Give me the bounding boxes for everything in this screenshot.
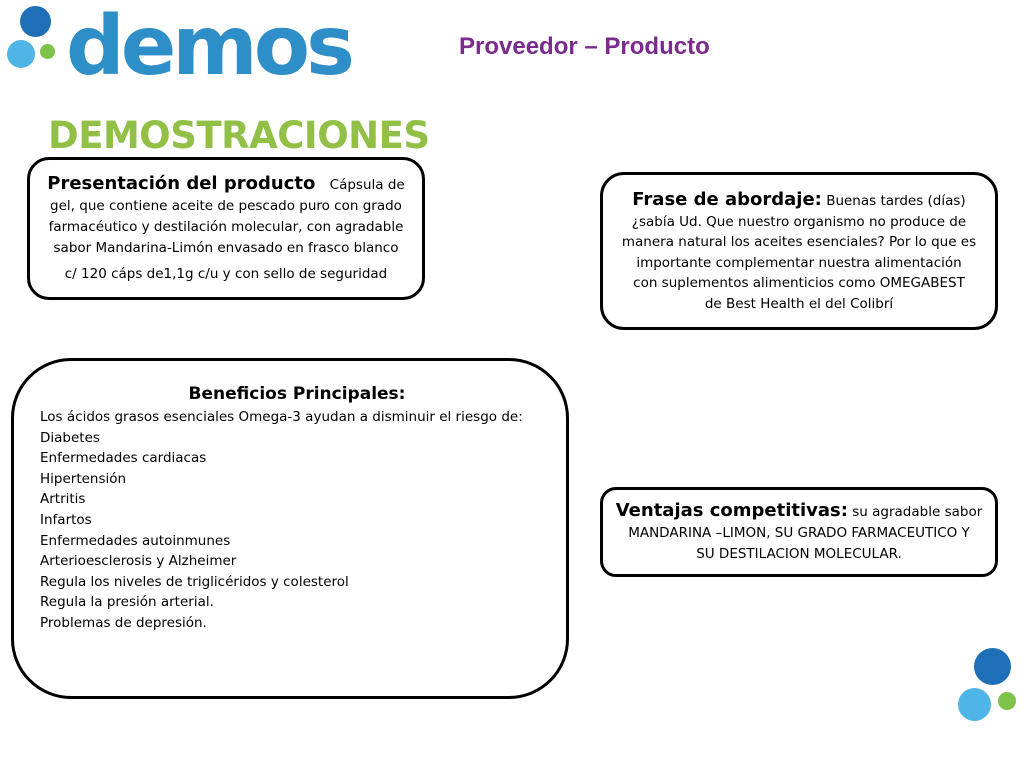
benefits-list-item: Infartos bbox=[40, 511, 92, 528]
decor-dot-dark-blue bbox=[974, 648, 1011, 685]
benefits-list-item: Los ácidos grasos esenciales Omega-3 ayudan a disminuir el riesgo de: bbox=[40, 409, 523, 425]
logo-dot-dark-blue bbox=[20, 6, 51, 37]
benefits-list-item: Problemas de depresión. bbox=[40, 614, 207, 631]
benefits-list-item: Regula la presión arterial. bbox=[40, 594, 214, 611]
presentation-card bbox=[27, 157, 425, 300]
approach-phrase-line: manera natural los aceites esenciales? Por lo que es bbox=[621, 234, 977, 250]
presentation-label: Presentación del producto bbox=[47, 173, 316, 194]
decor-dot-green bbox=[998, 692, 1016, 710]
benefits-card bbox=[11, 358, 569, 699]
competitive-advantages-line: MANDARINA –LIMON, SU GRADO FARMACEUTICO Y bbox=[628, 525, 970, 541]
benefits-list-item: Enfermedades cardiacas bbox=[40, 450, 207, 467]
decor-dot-light-blue bbox=[958, 688, 991, 721]
presentation-text-line: Cápsula de bbox=[329, 177, 405, 193]
approach-phrase-line: Buenas tardes (días) bbox=[826, 193, 966, 209]
approach-phrase-line: con suplementos alimenticios como OMEGABEST bbox=[633, 275, 965, 291]
benefits-list-item: Artritis bbox=[40, 491, 86, 508]
benefits-list-item: Arterioesclerosis y Alzheimer bbox=[40, 553, 237, 570]
approach-phrase-line: ¿sabía Ud. Que nuestro organismo no produce de bbox=[631, 213, 967, 230]
presentation-text-line: gel, que contiene aceite de pescado puro con grado bbox=[50, 198, 402, 214]
logo-dot-green bbox=[40, 44, 55, 59]
benefits-list-item: Hipertensión bbox=[40, 470, 127, 487]
presentation-text-line: farmacéutico y destilación molecular, con agradable bbox=[48, 219, 404, 235]
main-title: DEMOSTRACIONES bbox=[48, 114, 430, 157]
approach-phrase-label: Frase de abordaje: bbox=[632, 189, 822, 210]
approach-phrase-card bbox=[600, 172, 998, 330]
benefits-list-item: Enfermedades autoinmunes bbox=[40, 532, 231, 549]
competitive-advantages-line: SU DESTILACION MOLECULAR. bbox=[696, 546, 902, 562]
approach-phrase-line: importante complementar nuestra alimentación bbox=[636, 254, 962, 271]
presentation-text-line: c/ 120 cáps de1,1g c/u y con sello de seguridad bbox=[64, 266, 388, 282]
presentation-text-line: sabor Mandarina-Limón envasado en frasco blanco bbox=[53, 240, 399, 256]
approach-phrase-line: de Best Health el del Colibrí bbox=[704, 295, 894, 312]
benefits-list-item: Regula los niveles de triglicéridos y colesterol bbox=[40, 573, 349, 590]
benefits-list-item: Diabetes bbox=[40, 429, 100, 446]
competitive-advantages-line: su agradable sabor bbox=[852, 504, 983, 520]
competitive-advantages-card bbox=[600, 487, 998, 577]
logo-dot-light-blue bbox=[7, 40, 35, 68]
page-header-title: Proveedor – Producto bbox=[459, 33, 710, 60]
competitive-advantages-label: Ventajas competitivas: bbox=[615, 500, 848, 521]
benefits-title: Beneficios Principales: bbox=[188, 384, 406, 404]
logo-text: demos bbox=[66, 0, 351, 94]
